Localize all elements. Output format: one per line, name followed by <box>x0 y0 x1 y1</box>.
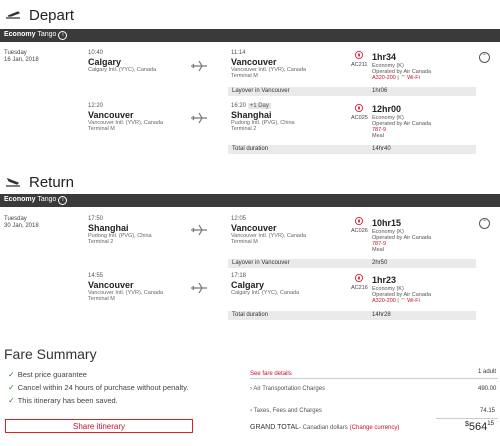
grand-total-cents: 15 <box>487 421 494 427</box>
arr-city: Shanghai <box>231 110 272 120</box>
cabin: Economy (K) <box>372 115 404 121</box>
share-itinerary-button[interactable]: Share itinerary <box>5 419 193 433</box>
dep-city: Vancouver <box>88 110 134 120</box>
grand-total-sub: - Canadian dollars <box>299 425 348 431</box>
dep-airport: Vancouver Intl. (YVR), Canada <box>88 120 164 126</box>
grand-total-currency: $ <box>465 421 469 428</box>
fare-brand: Economy <box>4 196 36 203</box>
plane-icon <box>190 60 208 72</box>
dep-terminal: Terminal M <box>88 126 115 132</box>
date-day: Tuesday <box>4 216 27 222</box>
list-item: ✓ This itinerary has been saved. <box>8 396 118 405</box>
collapse-icon[interactable]: ⌃ <box>479 52 490 63</box>
layover-bar <box>228 87 476 96</box>
total-label: Total duration <box>232 146 269 152</box>
info-icon[interactable]: i <box>58 31 67 40</box>
flight-number[interactable]: AC216 <box>351 285 368 291</box>
air-charges-value: 490.00 <box>478 386 497 392</box>
arr-city: Calgary <box>231 280 265 290</box>
meal: Meal <box>372 133 384 139</box>
grand-total-amount: 564 <box>468 421 488 433</box>
fare-brand: Economy <box>4 31 36 38</box>
total-time: 14hr40 <box>372 146 391 152</box>
layover-bar <box>228 259 476 268</box>
arr-time: 11:14 <box>231 50 246 56</box>
aircraft[interactable]: 787-9 <box>372 241 387 247</box>
total-duration-bar <box>228 311 476 320</box>
arr-terminal: Terminal M <box>231 73 258 79</box>
dep-city: Calgary <box>88 57 122 67</box>
list-item: ✓ Best price guarantee <box>8 370 87 379</box>
operated-by: Operated by Air Canada <box>372 292 432 298</box>
arr-time: 12:05 <box>231 216 247 222</box>
plane-icon <box>190 112 208 124</box>
date: 30 Jan, 2018 <box>4 223 39 229</box>
duration: 1hr23 <box>372 275 397 285</box>
dep-terminal: Terminal M <box>88 296 115 302</box>
dep-city: Vancouver <box>88 280 134 290</box>
dep-time: 14:55 <box>88 273 104 279</box>
flight-number[interactable]: AC211 <box>351 62 368 68</box>
arr-terminal: Terminal M <box>231 239 258 245</box>
passenger-count: 1 adult <box>478 369 497 375</box>
dep-airport: Vancouver Intl. (YVR), Canada <box>88 290 164 296</box>
landing-icon <box>5 177 21 187</box>
air-canada-logo-icon <box>355 217 363 225</box>
layover-label: Layover in Vancouver <box>232 88 290 94</box>
layover-time: 1hr06 <box>372 88 388 94</box>
fare-bar <box>0 194 500 207</box>
air-canada-logo-icon <box>355 51 363 59</box>
arr-airport: Pudong Intl. (PVG), China <box>231 120 295 126</box>
cabin: Economy (K) <box>372 286 404 292</box>
layover-time: 2hr50 <box>372 260 388 266</box>
duration: 10hr15 <box>372 218 402 228</box>
air-canada-logo-icon <box>355 274 363 282</box>
operated-by: Operated by Air Canada <box>372 235 432 241</box>
dep-city: Shanghai <box>88 223 129 233</box>
dep-terminal: Terminal 2 <box>88 239 114 245</box>
flight-number[interactable]: AC025 <box>351 115 368 121</box>
fare-class: Tango <box>37 196 57 203</box>
duration: 1hr34 <box>372 52 397 62</box>
plane-icon <box>190 282 208 294</box>
fare-summary-title: Fare Summary <box>4 346 97 362</box>
plus-day-badge: +1 Day <box>249 103 269 109</box>
arr-terminal: Terminal 2 <box>231 126 257 132</box>
arr-time: 17:18 <box>231 273 247 279</box>
operated-by: Operated by Air Canada <box>372 121 432 127</box>
dep-time: 12:20 <box>88 103 104 109</box>
operated-by: Operated by Air Canada <box>372 69 432 75</box>
check-icon: ✓ <box>8 370 15 379</box>
taxes-label[interactable]: Taxes, Fees and Charges <box>253 408 322 414</box>
info-icon[interactable]: i <box>58 196 67 205</box>
air-canada-logo-icon <box>355 104 363 112</box>
dep-airport: Pudong Intl. (PVG), China <box>88 233 152 239</box>
arr-city: Vancouver <box>231 57 277 67</box>
dep-airport: Calgary Intl. (YYC), Canada <box>88 67 157 73</box>
taxes-value: 74.15 <box>480 408 496 414</box>
arr-airport: Vancouver Intl. (YVR), Canada <box>231 67 307 73</box>
aircraft[interactable]: 787-9 <box>372 127 387 133</box>
fare-class: Tango <box>37 31 57 38</box>
arr-airport: Calgary Intl. (YYC), Canada <box>231 290 300 296</box>
section-title: Return <box>29 174 75 191</box>
arr-time: 16:20 <box>231 103 247 109</box>
total-duration-bar <box>228 145 476 154</box>
takeoff-icon <box>5 10 21 20</box>
arr-airport: Vancouver Intl. (YVR), Canada <box>231 233 307 239</box>
plane-icon <box>190 224 208 236</box>
check-icon: ✓ <box>8 383 15 392</box>
cabin: Economy (K) <box>372 63 404 69</box>
arr-city: Vancouver <box>231 223 277 233</box>
wifi-icon: ⌔ <box>400 298 406 304</box>
cabin: Economy (K) <box>372 229 404 235</box>
divider <box>436 418 498 419</box>
check-icon: ✓ <box>8 396 15 405</box>
chevron-right-icon[interactable]: › <box>250 408 252 414</box>
section-title: Depart <box>29 7 75 24</box>
fare-bar <box>0 29 500 42</box>
air-charges-label[interactable]: Air Transportation Charges <box>253 386 326 392</box>
chevron-right-icon[interactable]: › <box>250 386 252 392</box>
date: 16 Jan, 2018 <box>4 57 39 63</box>
collapse-icon[interactable]: ⌃ <box>479 218 490 229</box>
divider <box>250 378 498 379</box>
total-time: 14hr28 <box>372 312 391 318</box>
list-item: ✓ Cancel within 24 hours of purchase without penalty. <box>8 383 189 392</box>
dep-time: 10:40 <box>88 50 104 56</box>
layover-label: Layover in Vancouver <box>232 260 290 266</box>
change-currency-link[interactable]: (Change currency) <box>349 425 400 431</box>
meal: Meal <box>372 247 384 253</box>
date-day: Tuesday <box>4 50 27 56</box>
wifi: Wi-Fi <box>407 75 420 81</box>
aircraft[interactable]: A320-200 <box>372 75 396 81</box>
wifi: Wi-Fi <box>407 298 420 304</box>
depart-header <box>0 5 500 27</box>
flight-number[interactable]: AC026 <box>351 228 368 234</box>
total-label: Total duration <box>232 312 269 318</box>
grand-total-label: GRAND TOTAL <box>250 424 300 431</box>
wifi-icon: ⌔ <box>400 75 406 81</box>
return-header <box>0 172 500 194</box>
see-fare-details-link[interactable]: See fare details <box>250 371 292 377</box>
dep-time: 17:50 <box>88 216 104 222</box>
aircraft[interactable]: A320-200 <box>372 298 396 304</box>
duration: 12hr00 <box>372 104 402 114</box>
